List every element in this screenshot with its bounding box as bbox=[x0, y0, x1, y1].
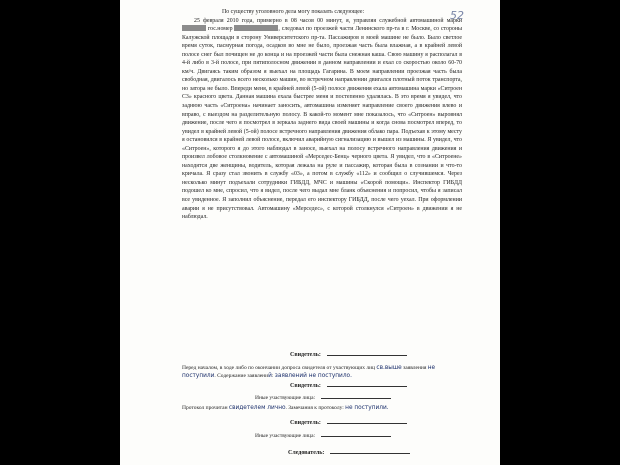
intro-line: По существу уголовного дела могу показать следующее: bbox=[222, 9, 365, 15]
other-participants-1: Иные участвующие лица: bbox=[255, 393, 391, 401]
document-page bbox=[120, 0, 500, 465]
testimony-paragraph: 25 февраля 2010 года, примерно в 08 часов 00 минут, я, управляя служебной автомашиной марки гос.номер , следовал по проезжей части Ленинского пр-та в г. Москве, со стороны Калужской площади в сторону Университетского пр-та. Пассажиров в моей машине не было. Было светлое время суток, пасмурная погода, осадков во мне не было, проезжая часть была влажная, а в крайней левой полосе снег был почищен не до конца и на проезжей части была снежная каша. Свою машину я располагал в 4-й либо в 3-й полосе, при пятиполосном движении в данном направлении и ехал со скоростью около 60-70 км/ч. Двигаясь таким образом я выехал на площадь Гагарина. В моем направлении проезжая часть была свободная, двигалось всего несколько машин, во встречном направлении двигался плотный поток транспорта, но затора не было. Впереди меня, в крайней левой (5-ой) полосе движения ехала автомашина марки «Ситроен С3» красного цвета. Данная машина ехала быстрее меня и постепенно удалялась. В это время я увидел, что заднюю часть «Ситроена» начинает заносить, автомашина изменяет направление своего движения влево и вправо, с выездом на разделительную полосу. В какой-то момент мне показалось, что «Ситроен» выровнял движение, после чего я посмотрел в зеркала заднего вида своей машины и когда снова посмотрел вперед, то увидел в крайней левой (5-ой) полосе встречного направления движения облако пара. Подъехав к этому месту я остановился в крайней левой полосе, включил аварийную сигнализацию и вышел из машины. Я увидел, что «Ситроен», которого я до этого наблюдал в заносе, выехал на полосу встречного направления движения и произвел лобовое столкновение с автомашиной «Мерседес-Бенц» черного цвета. Я увидел, что в «Ситроене» находятся две женщины, водитель, которая лежала на руле и пассажир, которая была в сознании и что-то кричала. Я сразу стал звонить в службу «03», а потом в службу «112» и сообщил о случившемся. Через несколько минут подъехали сотрудники ГИБДД, МЧС и машины «Скорой помощи». Инспектор ГИБДД подошел ко мне, спросил, что я видел, после чего выдал мне бланк объяснения и попросил, чтобы я записал все увиденное. Я заполнил объяснение, передал его инспектору ГИБДД, после чего уехал. При оформлении аварии я не присутствовал. Автомашину «Мерседес», с которой столкнулся «Ситроен» в движении я не наблюдал. bbox=[182, 17, 462, 221]
witness-signature-1: Свидетель: bbox=[290, 350, 407, 358]
investigator-signature: Следователь: bbox=[288, 448, 410, 456]
testimony-text bbox=[182, 8, 462, 222]
other-participants-2: Иные участвующие лица: bbox=[255, 431, 391, 439]
redacted-block bbox=[182, 25, 206, 31]
statements-notice: Перед началом, в ходе либо по окончании допроса свидетеля от участвующих лиц св.выше заявления не поступили. Содержание заявлений: заявлений не поступило. bbox=[182, 365, 436, 379]
protocol-remarks: Протокол прочитан свидетелем лично. Замечания к протоколу: не поступили. bbox=[182, 405, 389, 411]
witness-signature-3: Свидетель: bbox=[290, 418, 407, 426]
redacted-block bbox=[234, 25, 278, 31]
witness-signature-2: Свидетель: bbox=[290, 381, 407, 389]
handwritten-page-number: 52 bbox=[450, 9, 464, 22]
